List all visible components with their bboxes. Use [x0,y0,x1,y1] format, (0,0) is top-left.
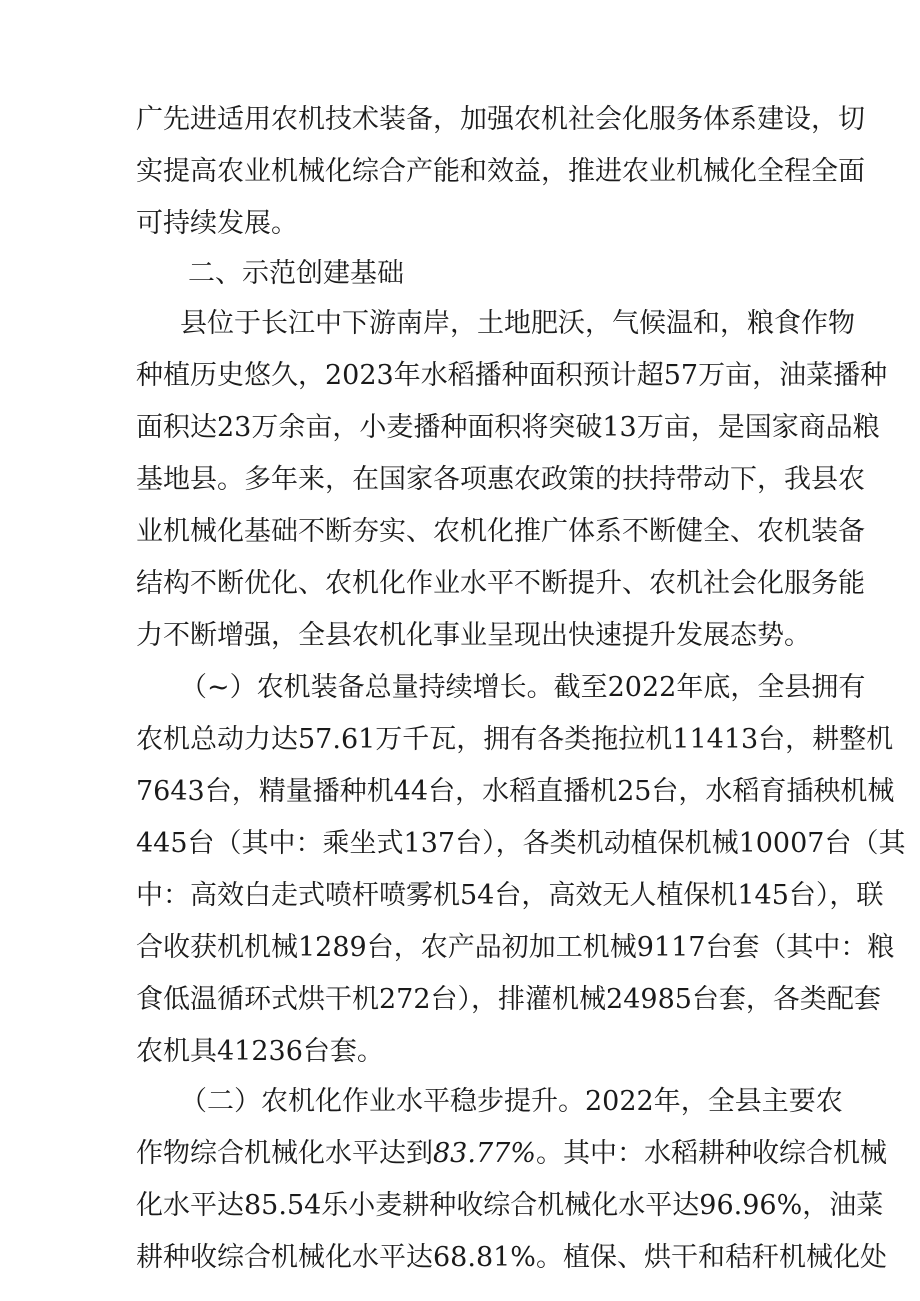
text-line-13: 农机总动力达57.61万千瓦，拥有各类拖拉机11413台，耕整机 [136,724,894,755]
text-line-9: 业机械化基础不断夯实、农机化推广体系不断健全、农机装备 [136,516,865,547]
text-line-14: 7643台，精量播种机44台，水稻直播机25台，水稻育插秧机械 [136,776,895,807]
text-line-2: 实提高农业机械化综合产能和效益，推进农业机械化全程全面 [136,156,865,187]
text-line-15: 445台（其中：乘坐式137台），各类机动植保机械10007台（其 [136,828,906,859]
text-line-22: 化水平达85.54乐小麦耕种收综合机械化水平达96.96%，油菜 [136,1190,884,1221]
text-line-18: 食低温循环式烘干机272台），排灌机械24985台套，各类配套 [136,984,881,1015]
text-line-23: 耕种收综合机械化水平达68.81%。植保、烘干和秸秆机械化处 [136,1242,887,1273]
text-line-21 [0,1132,920,1176]
text-fragment: 作物综合机械化水平达到 [136,1138,433,1169]
text-line-6: 种植历史悠久，2023年水稻播种面积预计超57万亩，油菜播种 [136,360,888,391]
text-line-7: 面积达23万余亩，小麦播种面积将突破13万亩，是国家商品粮 [136,412,880,443]
text-line-16: 中：高效白走式喷杆喷雾机54台，高效无人植保机145台），联 [136,880,884,911]
mechanization-rate: 83.77% [433,1138,536,1169]
text-line-20: （二）农机化作业水平稳步提升。2022年，全县主要农 [180,1086,843,1117]
text-line-11: 力不断增强，全县农机化事业呈现出快速提升发展态势。 [136,620,811,651]
text-line-1: 广先进适用农机技术装备，加强农机社会化服务体系建设，切 [136,104,865,135]
text-line-19: 农机具41236台套。 [136,1036,384,1067]
text-line-17: 合收获机机械1289台，农产品初加工机械9117台套（其中：粮 [136,932,895,963]
text-line-12: （~）农机装备总量持续增长。截至2022年底，全县拥有 [180,672,866,703]
section-heading: 二、示范创建基础 [188,258,404,289]
text-fragment: 。其中：水稻耕种收综合机械 [535,1138,887,1169]
text-line-5: 县位于长江中下游南岸，土地肥沃，气候温和，粮食作物 [180,308,855,339]
text-line-10: 结构不断优化、农机化作业水平不断提升、农机社会化服务能 [136,568,865,599]
text-line-8: 基地县。多年来，在国家各项惠农政策的扶持带动下，我县农 [136,464,865,495]
text-line-3: 可持续发展。 [136,208,298,239]
